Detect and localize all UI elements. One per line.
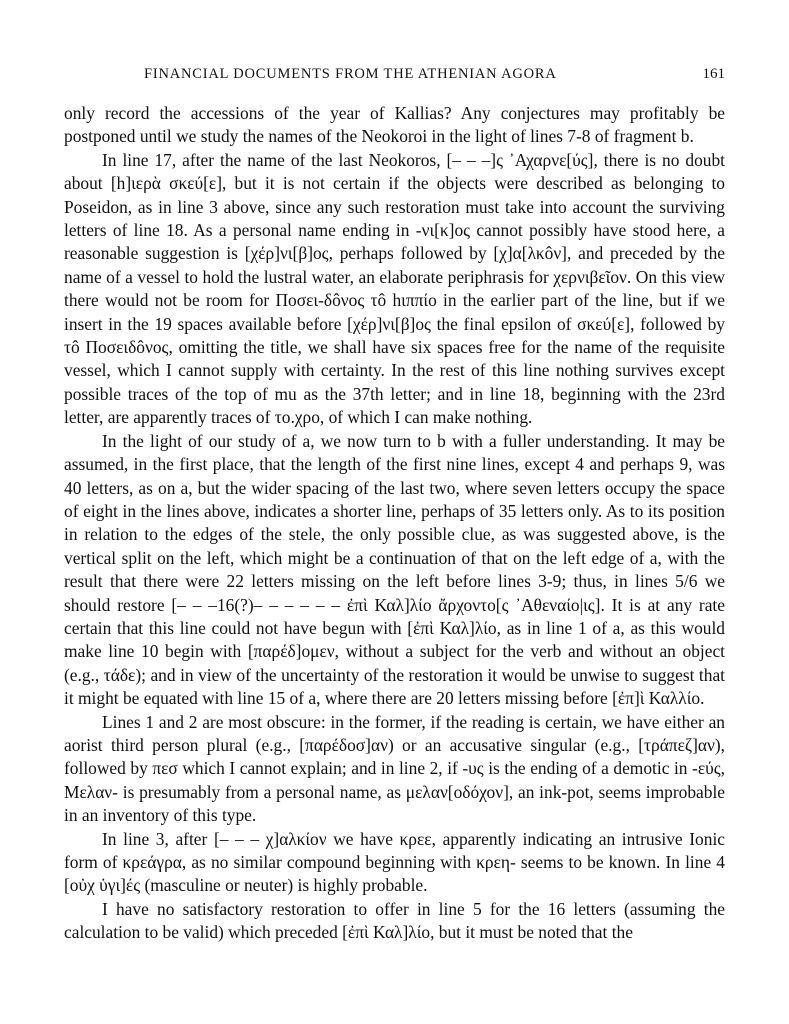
paragraph-line-5: I have no satisfactory restoration to offer in line 5 for the 16 letters (assuming the calculation to be valid) which preceded [ἐπὶ Καλ]λίο, but it must be noted that the [64,898,725,943]
paragraph-line-17: In line 17, after the name of the last Neokoros, [– – –]ς ᾿Αχαρνε[ύς], there is no doubt about [h]ιερὰ σκεύ[ε], but it is not certain if the objects were described as belonging to Poseidon, as in line 3 above, since any such restoration must take into account the surviving letters of line 18. As a personal name ending in -νι[κ]ος cannot possibly have stood here, a reasonable suggestion is [χέρ]νι[β]ος, perhaps followed by [χ]α[λκôν], and preceded by the name of a vessel to hold the lustral water, an elaborate periphrasis for χερνιβεῖον. On this view there would not be room for Ποσει-δôνος τô hιππίο in the earlier part of the line, but if we insert in the 19 spaces available before [χέρ]νι[β]ος the final epsilon of σκεύ[ε], followed by τô Ποσειδôνος, omitting the title, we shall have six spaces free for the name of the requisite vessel, which I cannot supply with certainty. In the rest of this line nothing survives except possible traces of the top of mu as the 37th letter; and in line 18, beginning with the 23rd letter, are apparently traces of το.χρο, of which I can make nothing. [64,149,725,428]
paragraph-fragment-b: In the light of our study of a, we now turn to b with a fuller understanding. It may be assumed, in the first place, that the length of the first nine lines, except 4 and perhaps 9, was 40 letters, as on a, but the wider spacing of the last two, where seven letters occupy the space of eight in the lines above, indicates a shorter line, perhaps of 35 letters only. As to its position in relation to the edges of the stele, the only possible clue, as was suggested above, is the vertical split on the left, which might be a continuation of that on the left edge of a, with the result that there were 22 letters missing on the left before lines 3-9; thus, in lines 5/6 we should restore [– – –16(?)– – – – – – ἐπὶ Καλ]λίο ἄρχοντο[ς ᾿Αθεναίο|ις]. It is at any rate certain that this line could not have begun with [ἐπὶ Καλ]λίο, as in line 1 of a, as this would make line 10 begin with [παρέδ]ομεν, without a subject for the verb and without an object (e.g., τάδε); and in view of the uncertainty of the restoration it would be unwise to suggest that it might be equated with line 15 of a, where there are 20 letters missing before [ἐπ]ὶ Καλλίο. [64,430,725,709]
page-header [64,66,725,86]
paragraph-continued: only record the accessions of the year of Kallias? Any conjectures may profitably be postponed until we study the names of the Neokoroi in the light of lines 7-8 of fragment b. [64,103,725,147]
running-title: FINANCIAL DOCUMENTS FROM THE ATHENIAN AGORA [144,66,557,82]
paragraph-lines-1-2: Lines 1 and 2 are most obscure: in the former, if the reading is certain, we have either an aorist third person plural (e.g., [παρέδοσ]αν) or an accusative singular (e.g., [τράπεζ]αν), followed by πεσ which I cannot explain; and in line 2, if -υς is the ending of a demotic in -εύς, Μελαν- is presumably from a personal name, as μελαν[οδόχον], an ink-pot, seems improbable in an inventory of this type. [64,711,725,826]
page-number: 161 [702,66,725,82]
body-text [64,102,725,945]
paragraph-line-3: In line 3, after [– – – χ]αλκίον we have κρεε, apparently indicating an intrusive Ionic form of κρεάγρα, as no similar compound beginning with κρεη- seems to be known. In line 4 [οὐχ ὑγι]ές (masculine or neuter) is highly probable. [64,828,725,896]
